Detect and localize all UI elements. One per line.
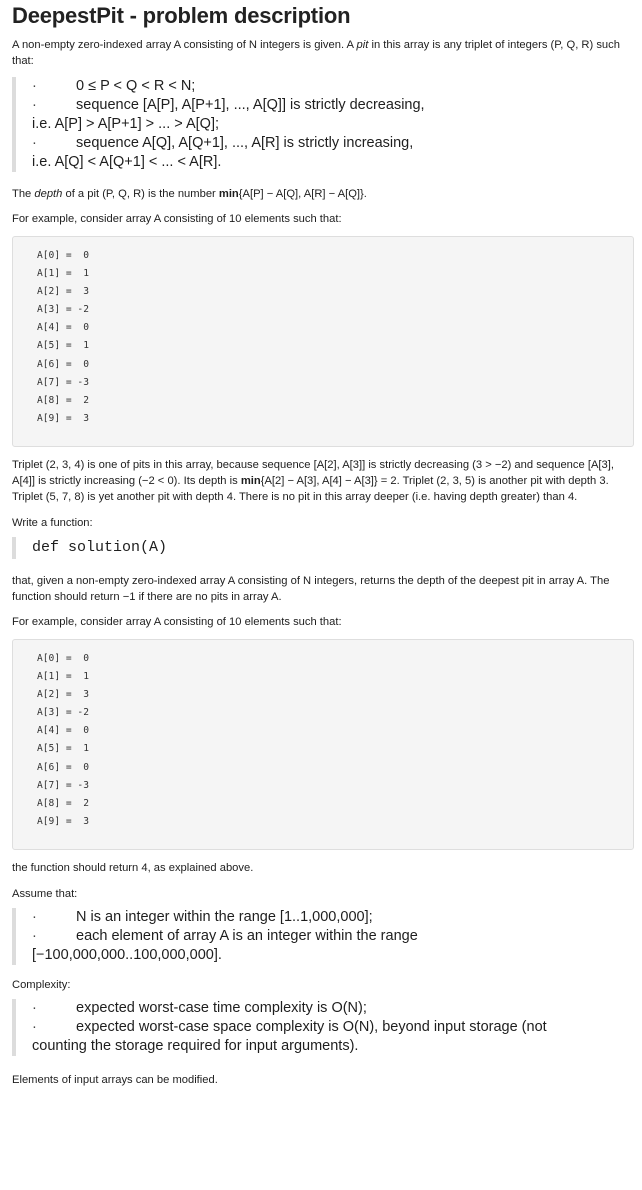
array-row: A[4] = 0 — [37, 725, 89, 737]
condition-3-continuation: i.e. A[Q] < A[Q+1] < ... < A[R]. — [32, 154, 222, 170]
depth-definition — [12, 186, 634, 202]
example-intro-1: For example, consider array A consisting of 10 elements such that: — [12, 213, 342, 225]
assume-label: Assume that: — [12, 888, 78, 900]
condition-1 — [32, 77, 634, 96]
assumption-2-continuation: [−100,000,000..100,000,000]. — [32, 947, 222, 963]
complexity-label: Complexity: — [12, 979, 71, 991]
array-row: A[0] = 0 — [37, 653, 89, 664]
assumption-2-text: each element of array A is an integer within the range — [76, 928, 418, 944]
complexity-block — [12, 999, 634, 1056]
should-return-text: the function should return 4, as explained above. — [12, 862, 254, 874]
array-row: A[8] = 2 — [37, 394, 89, 406]
array-row: A[2] = 3 — [37, 689, 89, 701]
bullet: · — [32, 909, 37, 925]
pit-term: pit — [356, 39, 369, 51]
array-row: A[8] = 2 — [37, 797, 89, 809]
bullet: · — [32, 97, 37, 113]
assumptions-block — [12, 908, 634, 965]
condition-2 — [32, 96, 634, 115]
page-title: DeepestPit - problem description — [12, 3, 351, 28]
min-term: min — [218, 188, 239, 200]
intro-paragraph — [12, 37, 634, 69]
bullet: · — [32, 1019, 37, 1035]
complexity-2 — [32, 1018, 634, 1037]
array-row: A[6] = 0 — [37, 761, 89, 773]
min-term: min — [240, 475, 261, 487]
depth-text-b: of a pit (P, Q, R) is the number — [62, 188, 219, 200]
complexity-1 — [32, 999, 634, 1018]
assumption-1-text: N is an integer within the range [1..1,000,000]; — [76, 909, 373, 925]
array-row: A[9] = 3 — [37, 815, 89, 827]
complexity-2-text: expected worst-case space complexity is O(N), beyond input storage (not — [76, 1019, 547, 1035]
bullet: · — [32, 1000, 37, 1016]
condition-2-text: sequence [A[P], A[P+1], ..., A[Q]] is strictly decreasing, — [76, 97, 425, 113]
complexity-1-text: expected worst-case time complexity is O(N); — [76, 1000, 367, 1016]
condition-3-text: sequence A[Q], A[Q+1], ..., A[R] is strictly increasing, — [76, 135, 414, 151]
depth-text-c: {A[P] − A[Q], A[R] − A[Q]}. — [238, 188, 367, 200]
explanation-text-b: {A[2] − A[3], A[4] − A[3]} = 2. Triplet (2, 3, 5) is another pit with depth 3. Triplet (5, 7, 8) is yet another pit with depth 4. There is no pit in this array deeper (i.e. having depth greater) than 4. — [12, 475, 609, 503]
condition-3 — [32, 134, 634, 153]
returns-paragraph: that, given a non-empty zero-indexed array A consisting of N integers, returns the depth of the deepest pit in array A. The function should return −1 if there are no pits in array A. — [12, 575, 610, 603]
assumption-1 — [32, 908, 634, 927]
condition-1-text: 0 ≤ P < Q < R < N; — [76, 78, 196, 94]
example-intro-2: For example, consider array A consisting of 10 elements such that: — [12, 616, 342, 628]
array-row: A[4] = 0 — [37, 322, 89, 334]
bullet: · — [32, 928, 37, 944]
depth-term: depth — [34, 188, 63, 200]
array-row: A[7] = -3 — [37, 779, 89, 791]
example-array-block-1 — [12, 236, 634, 447]
bullet: · — [32, 78, 37, 94]
complexity-2-continuation: counting the storage required for input arguments). — [32, 1038, 359, 1054]
assumption-2 — [32, 927, 634, 946]
array-row: A[3] = -2 — [37, 707, 89, 719]
array-row: A[1] = 1 — [37, 671, 89, 683]
depth-text-a: The — [12, 188, 35, 200]
array-row: A[6] = 0 — [37, 358, 89, 370]
intro-text-b: in this array is any triplet of integers (P, Q, R) such that: — [12, 39, 620, 67]
function-signature: def solution(A) — [12, 537, 634, 559]
array-row: A[5] = 1 — [37, 743, 89, 755]
explanation-paragraph — [12, 457, 634, 505]
explanation-text-a: Triplet (2, 3, 4) is one of pits in this array, because sequence [A[2], A[3]] is strictly decreasing (3 > −2) and sequence [A[3], A[4]] is strictly increasing (−2 < 0). Its depth is — [12, 459, 614, 487]
condition-2-continuation: i.e. A[P] > A[P+1] > ... > A[Q]; — [32, 116, 219, 132]
array-row: A[7] = -3 — [37, 376, 89, 388]
array-row: A[5] = 1 — [37, 340, 89, 352]
example-array-block-2 — [12, 639, 634, 850]
array-row: A[2] = 3 — [37, 286, 89, 298]
write-function-label: Write a function: — [12, 517, 93, 529]
array-row: A[9] = 3 — [37, 412, 89, 424]
footer-note: Elements of input arrays can be modified. — [12, 1074, 218, 1086]
array-row: A[3] = -2 — [37, 304, 89, 316]
bullet: · — [32, 135, 37, 151]
intro-text-a: A non-empty zero-indexed array A consisting of N integers is given. A — [12, 39, 357, 51]
array-row: A[0] = 0 — [37, 250, 89, 261]
pit-conditions-block — [12, 77, 634, 172]
array-row: A[1] = 1 — [37, 268, 89, 280]
